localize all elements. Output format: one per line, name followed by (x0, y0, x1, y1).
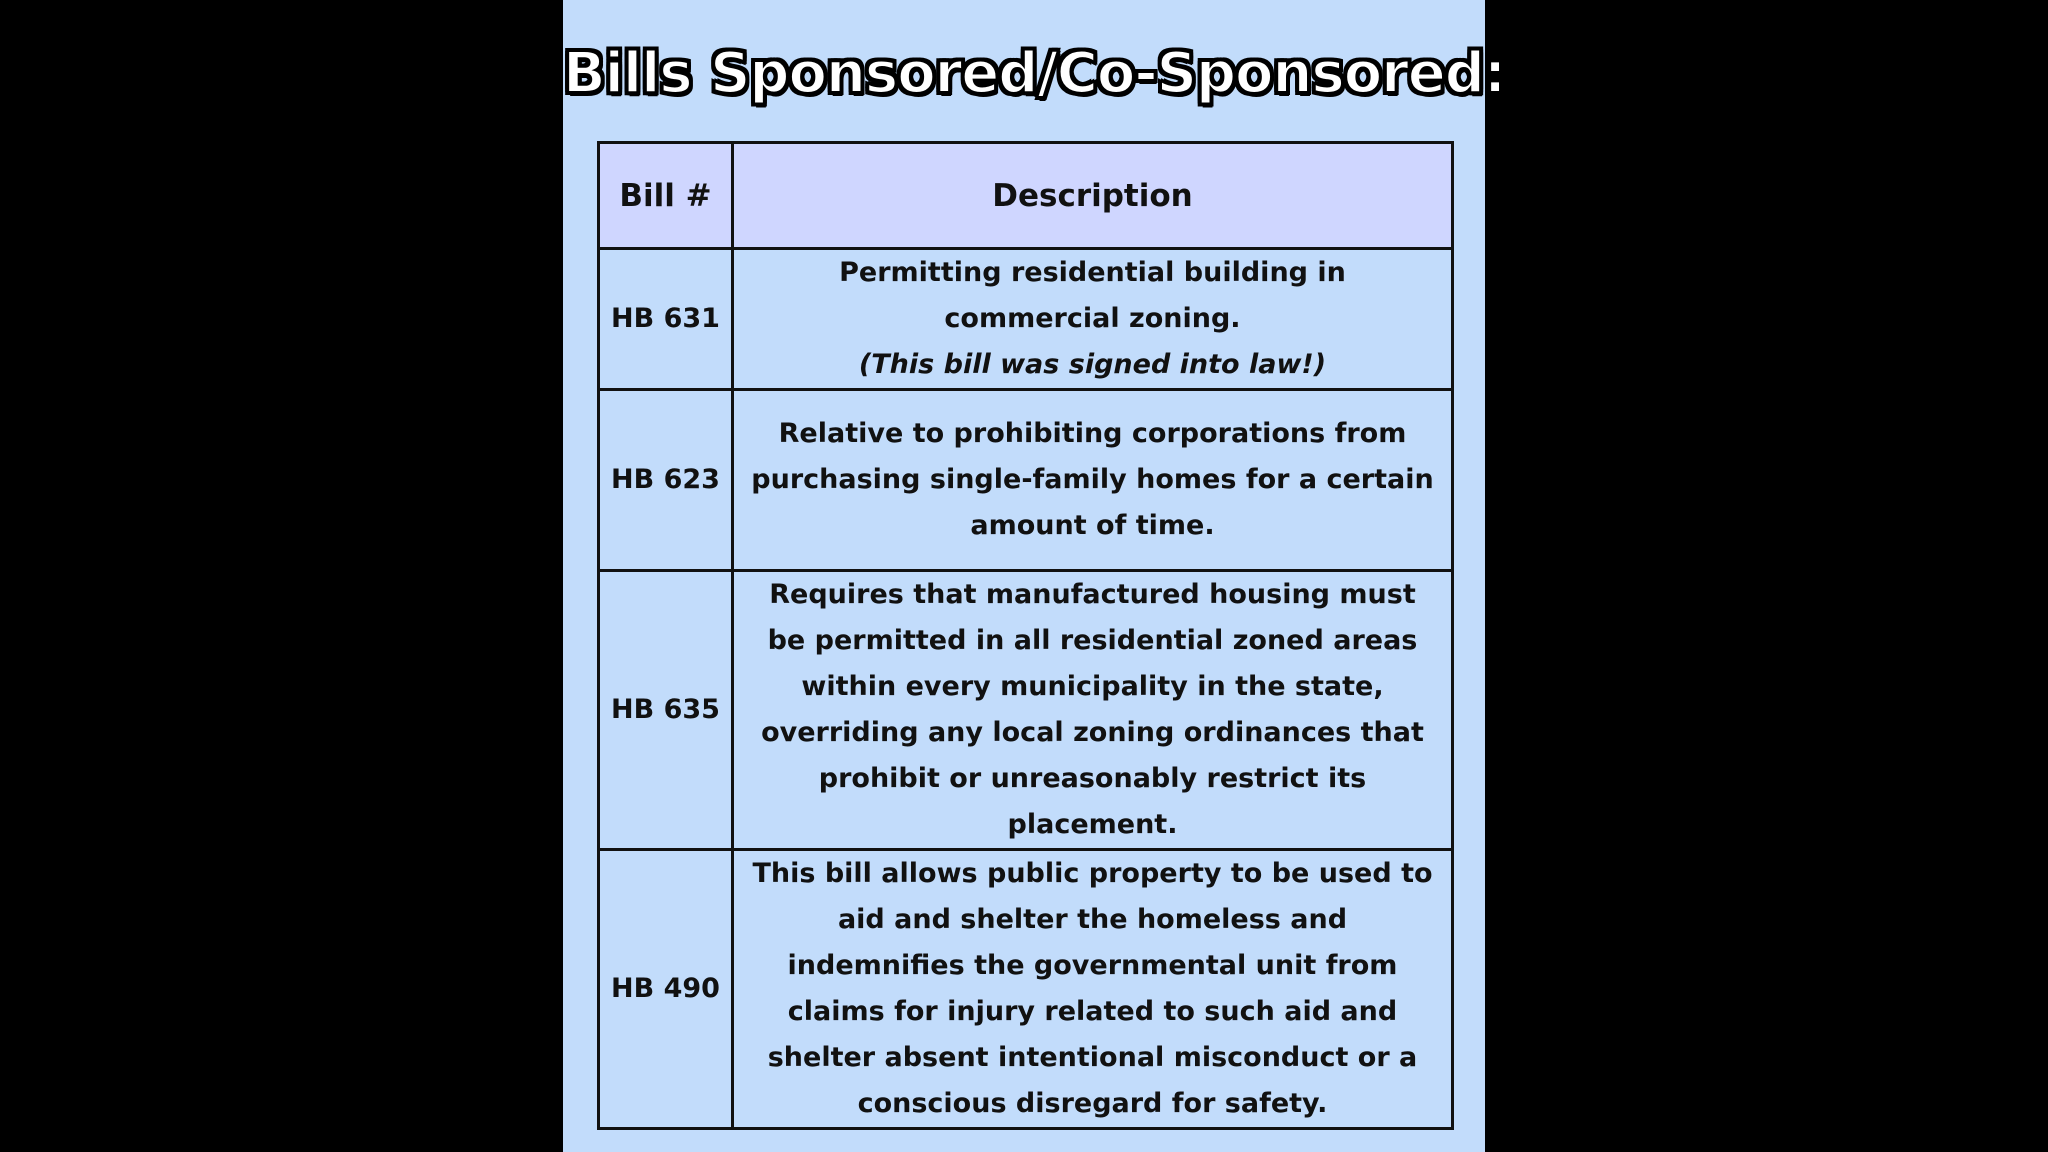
column-header-bill: Bill # (599, 143, 733, 249)
column-header-description: Description (733, 143, 1453, 249)
table-row (599, 390, 1453, 571)
table-row (599, 571, 1453, 850)
page-title: Bills Sponsored/Co-Sponsored: (563, 41, 1506, 106)
bill-description: Relative to prohibiting corporations from purchasing single-family homes for a certain amount of time. (733, 390, 1453, 571)
bill-number: HB 631 (599, 249, 733, 390)
table-row (599, 249, 1453, 390)
bill-description-text: Permitting residential building in commercial zoning. (839, 257, 1346, 334)
bill-description (733, 249, 1453, 390)
bills-table (597, 141, 1454, 1130)
bill-description: This bill allows public property to be used to aid and shelter the homeless and indemnifies the governmental unit from claims for injury related to such aid and shelter absent intentional misconduct or a conscious disregard for safety. (733, 850, 1453, 1129)
table-row (599, 850, 1453, 1129)
bill-number: HB 490 (599, 850, 733, 1129)
bill-number: HB 635 (599, 571, 733, 850)
bill-description: Requires that manufactured housing must be permitted in all residential zoned areas within every municipality in the state, overriding any local zoning ordinances that prohibit or unreasonably restrict its placement. (733, 571, 1453, 850)
bill-status-note: (This bill was signed into law!) (858, 349, 1327, 380)
table-header-row (599, 143, 1453, 249)
bill-number: HB 623 (599, 390, 733, 571)
content-panel (563, 0, 1506, 1152)
